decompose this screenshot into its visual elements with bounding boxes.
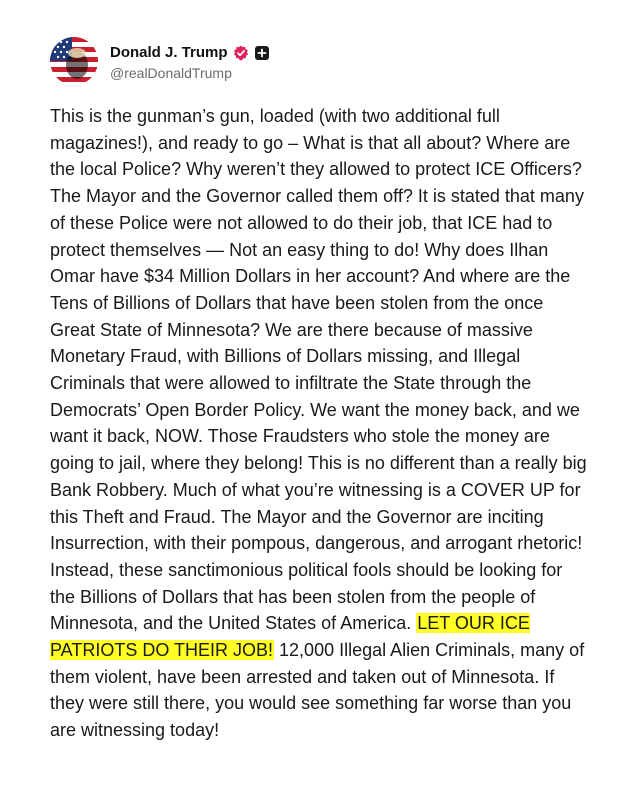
author-display-name[interactable]: Donald J. Trump [110,44,228,61]
avatar[interactable] [50,37,98,85]
author-handle[interactable]: @realDonaldTrump [110,64,232,81]
verified-badge-icon [233,45,249,61]
post-text-highlight: LET OUR ICE PATRIOTS DO THEIR JOB! [50,613,530,661]
author-names [110,42,270,81]
avatar-flag-icon [50,37,98,85]
post-header [50,36,270,86]
post-text [50,103,590,744]
plus-badge-icon [254,45,270,61]
post-text-before: This is the gunman’s gun, loaded (with two additional full magazines!), and ready to go – What is that all about? Where are the local Police? Why weren’t they allowed to protect ICE Officers? The Mayor and the Governor called them off? It is stated that many of these Police were not allowed to do their job, that ICE had to protect themselves — Not an easy thing to do! Why does Ilhan Omar have $34 Million Dollars in her account? And where are the Tens of Billions of Dollars that have been stolen from the once Great State of Minnesota? We are there because of massive Monetary Fraud, with Billions of Dollars missing, and Illegal Criminals that were allowed to infiltrate the State through the Democrats’ Open Border Policy. We want the money back, and we want it back, NOW. Those Fraudsters who stole the money are going to jail, where they belong! This is no different than a really big Bank Robbery. Much of what you’re witnessing is a COVER UP for this Theft and Fraud. The Mayor and the Governor are inciting Insurrection, with their pompous, dangerous, and arrogant rhetoric! Instead, these sanctimonious political fools should be looking for the Billions of Dollars that has been stolen from the people of Minnesota, and the United States of America. [50,106,587,634]
post-text-after: 12,000 Illegal Alien Criminals, many of them violent, have been arrested and taken out of Minnesota. If they were still there, you would see something far worse than you are witnessing today! [50,640,585,741]
name-row [110,42,270,64]
